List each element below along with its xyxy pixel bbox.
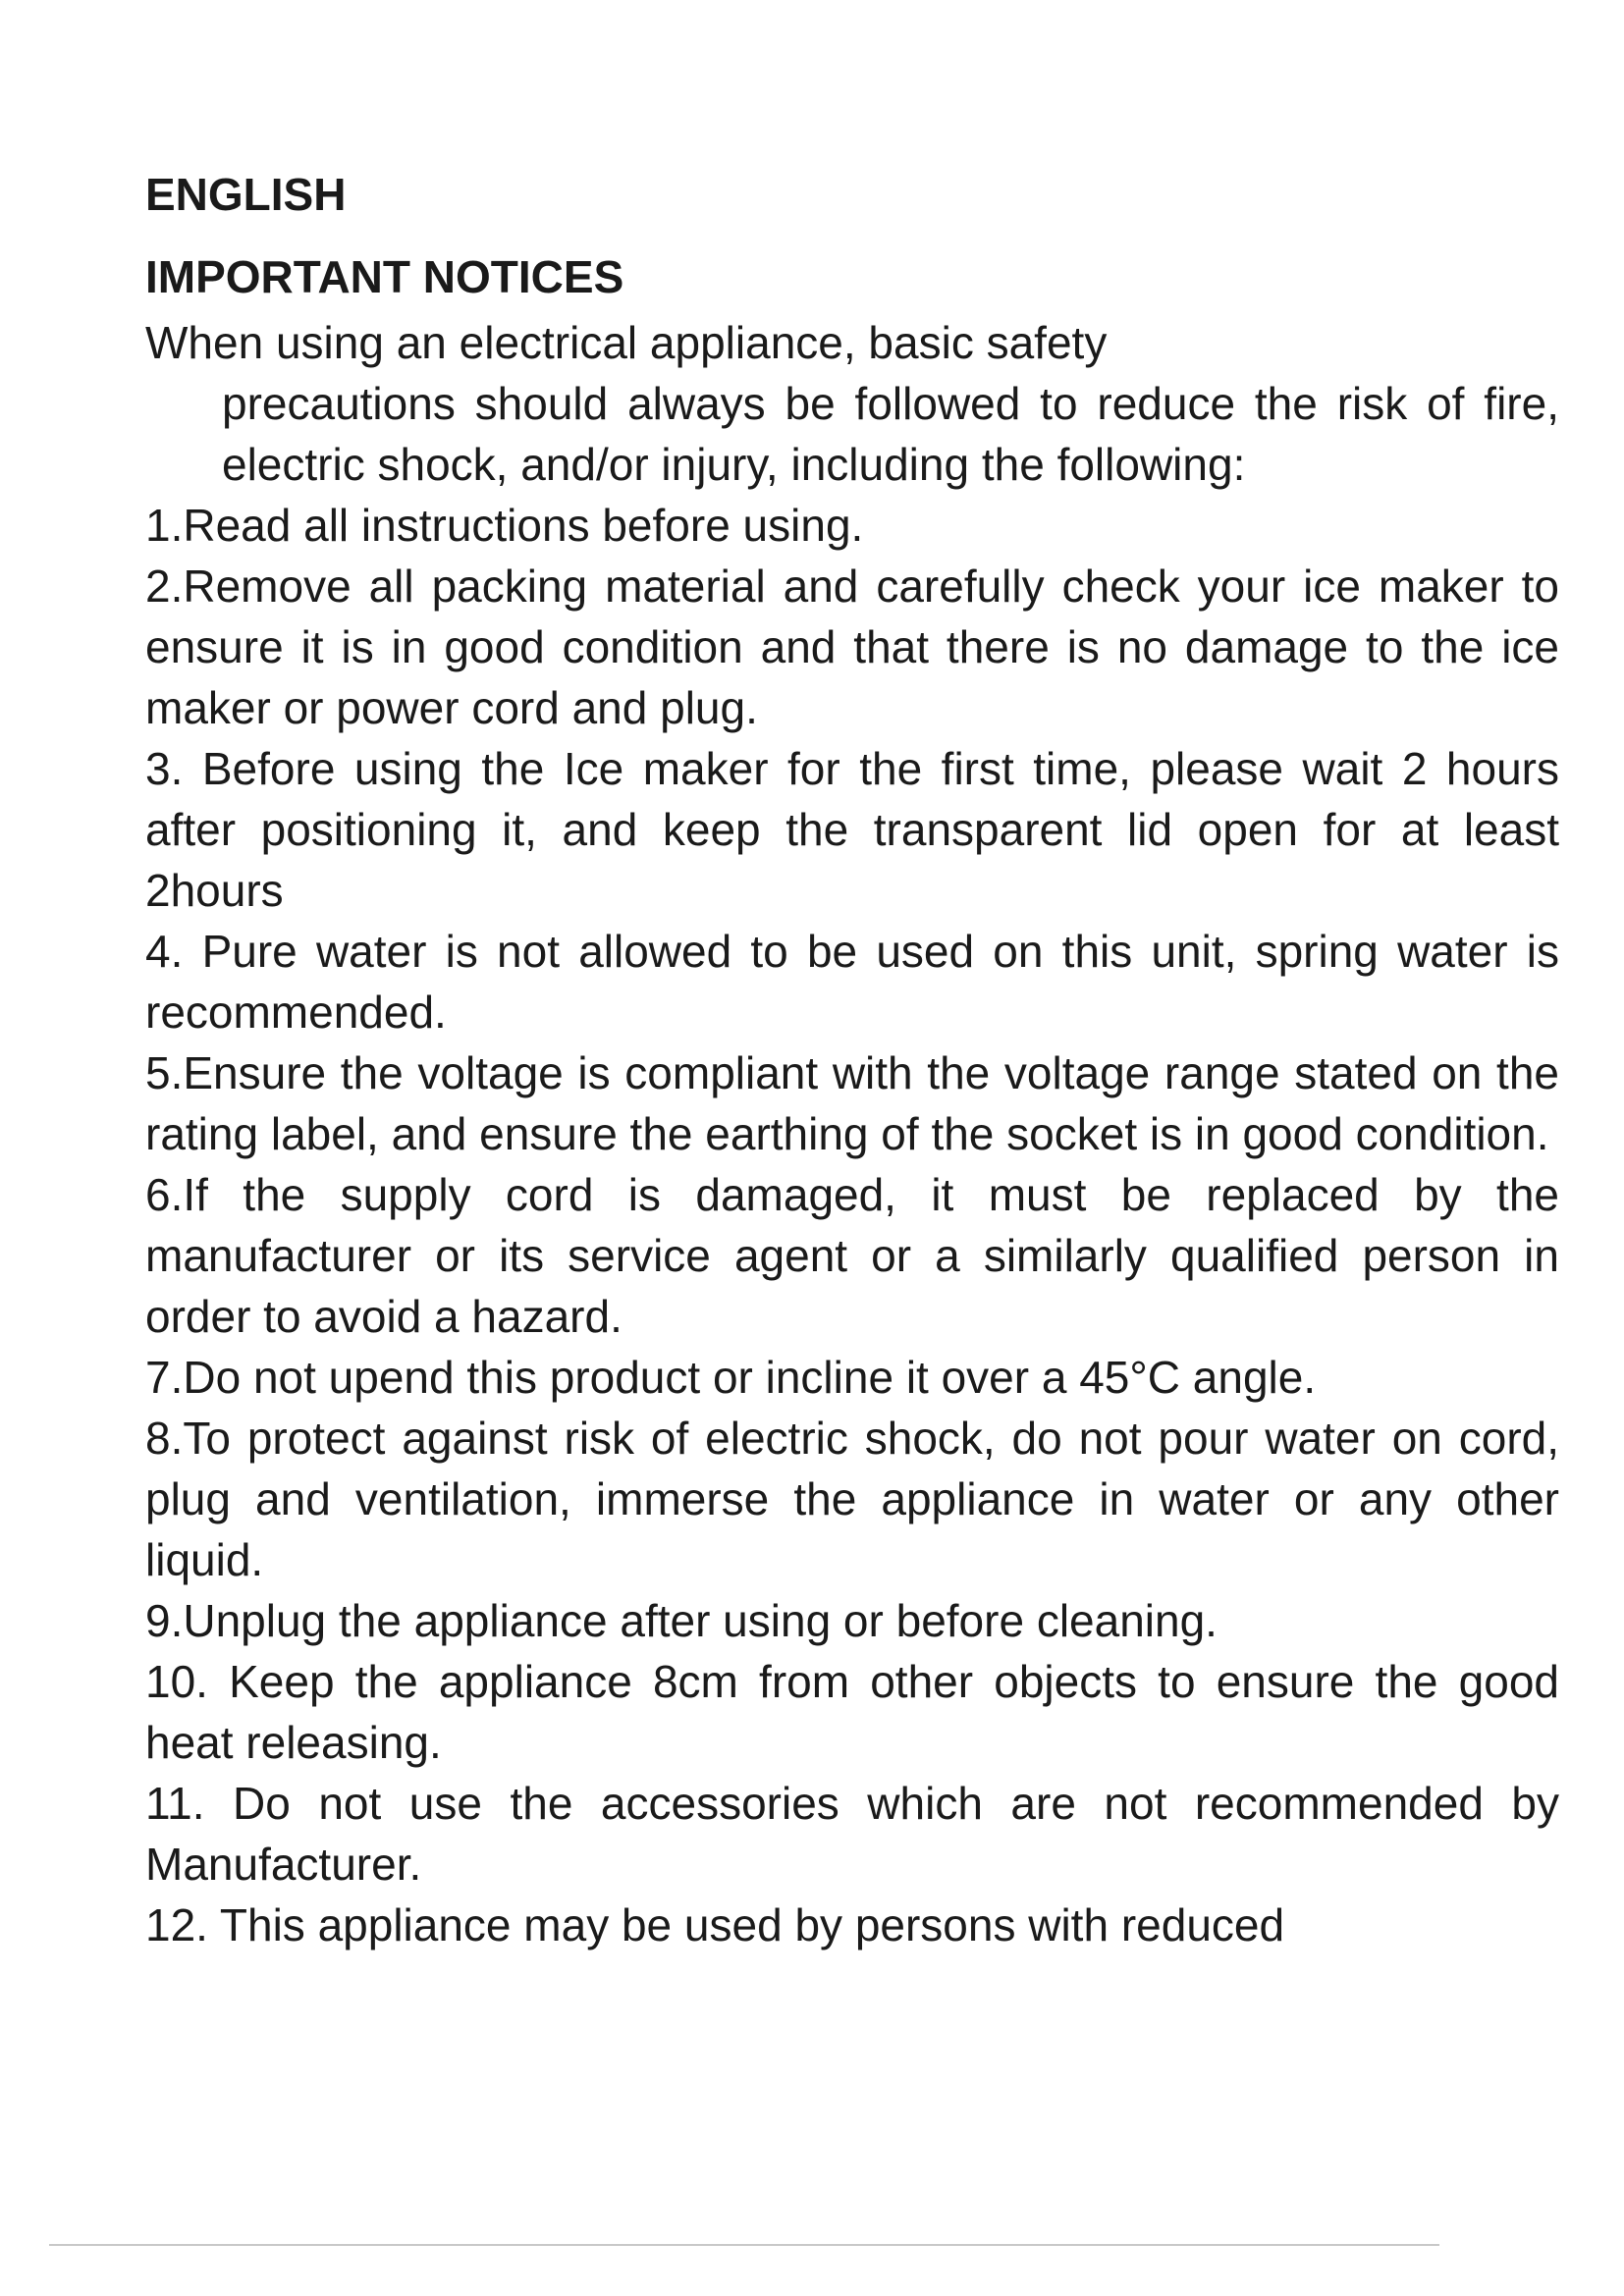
notice-item-7: 7.Do not upend this product or incline it over a 45°C angle. (145, 1352, 1317, 1403)
document-page (145, 167, 1559, 1955)
language-label: ENGLISH (145, 169, 347, 220)
notice-item-9: 9.Unplug the appliance after using or before cleaning. (145, 1595, 1218, 1646)
notice-item-12: 12. This appliance may be used by persons with reduced (145, 1899, 1285, 1950)
notice-list (145, 495, 1559, 1955)
page-title: IMPORTANT NOTICES (145, 251, 624, 302)
footer-divider (49, 2244, 1439, 2246)
notice-item-2: 2.Remove all packing material and carefully check your ice maker to ensure it is in good condition and that there is no damage to the ice maker or power cord and plug. (145, 561, 1559, 733)
notice-item-4: 4. Pure water is not allowed to be used on this unit, spring water is recommended. (145, 926, 1559, 1038)
notice-item-3: 3. Before using the Ice maker for the first time, please wait 2 hours after positioning it, and keep the transparent lid open for at least 2hours (145, 743, 1559, 916)
notice-item-10: 10. Keep the appliance 8cm from other objects to ensure the good heat releasing. (145, 1656, 1559, 1768)
notice-item-5: 5.Ensure the voltage is compliant with the voltage range stated on the rating label, and ensure the earthing of the socket is in good condition. (145, 1047, 1559, 1159)
notice-item-11: 11. Do not use the accessories which are not recommended by Manufacturer. (145, 1778, 1559, 1890)
notice-item-1: 1.Read all instructions before using. (145, 500, 864, 551)
intro-first-line: When using an electrical appliance, basic safety (145, 317, 1108, 368)
intro-continuation: precautions should always be followed to reduce the risk of fire, electric shock, and/or injury, including the following: (222, 378, 1559, 490)
intro-paragraph (145, 312, 1559, 495)
notice-item-8: 8.To protect against risk of electric shock, do not pour water on cord, plug and ventilation, immerse the appliance in water or any other liquid. (145, 1413, 1559, 1585)
notice-item-6: 6.If the supply cord is damaged, it must be replaced by the manufacturer or its service agent or a similarly qualified person in order to avoid a hazard. (145, 1169, 1559, 1342)
